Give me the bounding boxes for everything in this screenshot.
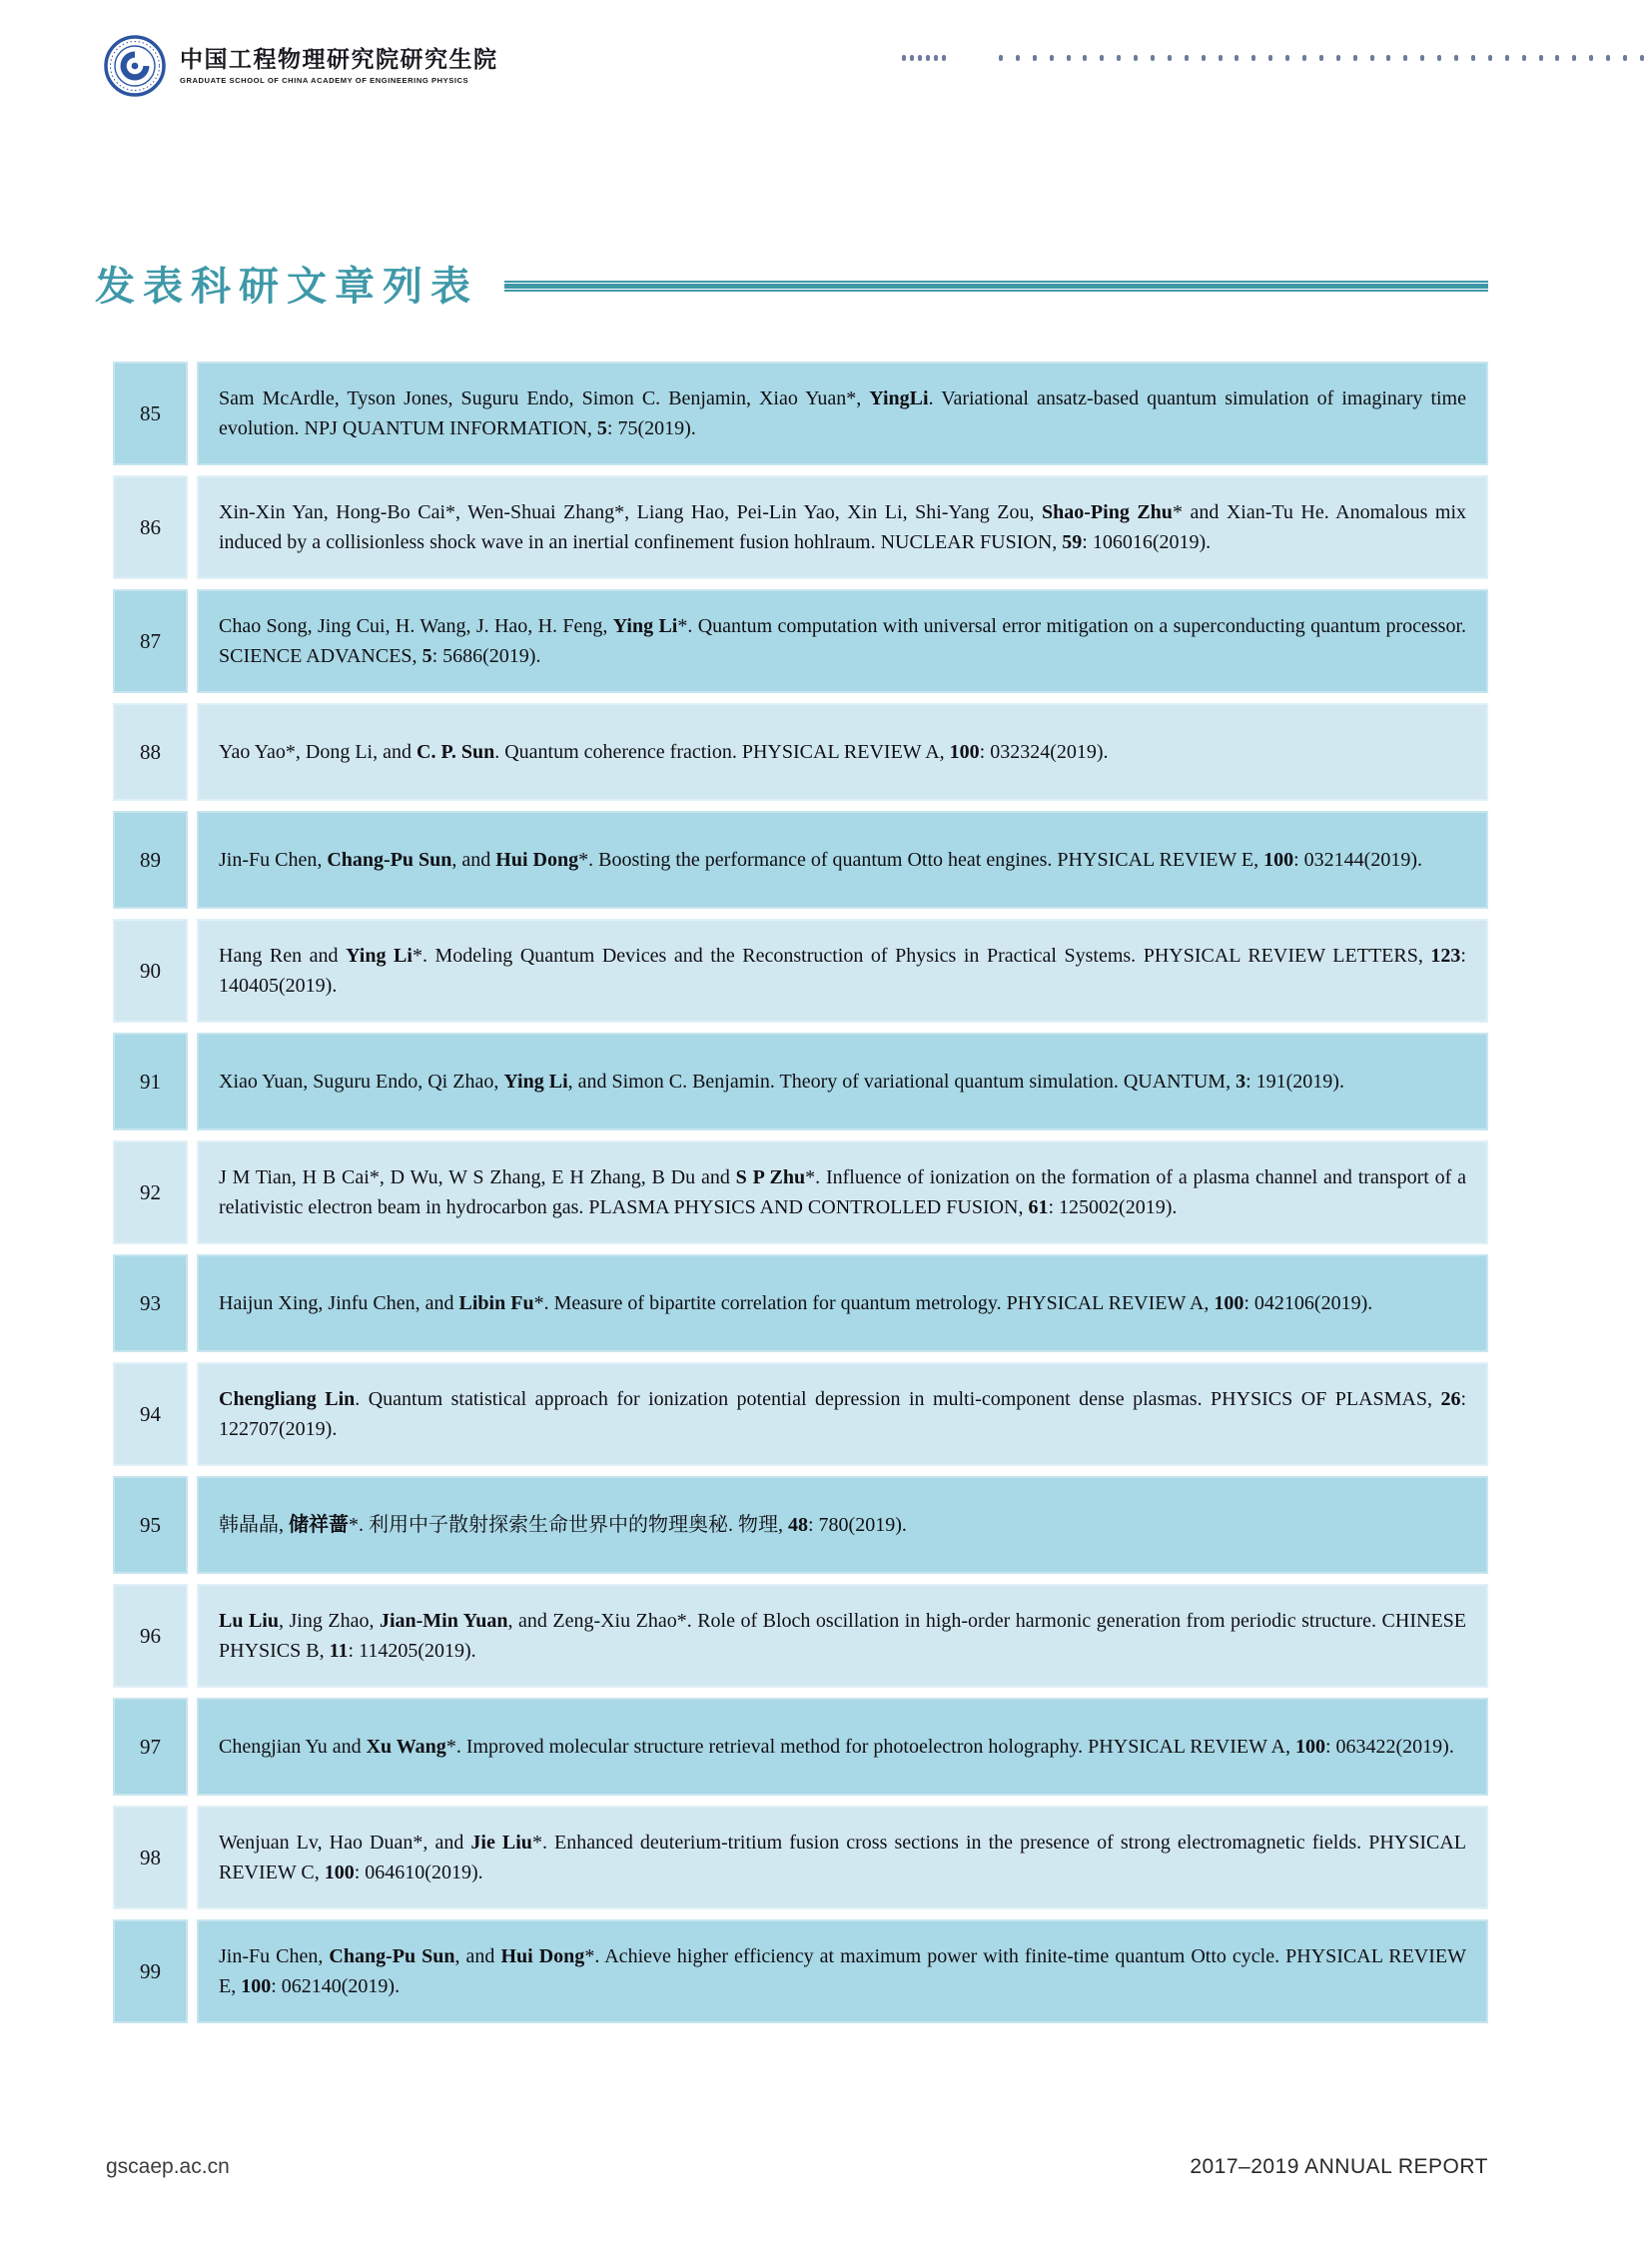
citation-text: Chengliang Lin. Quantum statistical approach for ionization potential depression in multi-component dense plasmas. PHYSICS OF PLASMAS, 26: 122707(2019). bbox=[219, 1388, 1466, 1440]
citation-text: 韩晶晶, 储祥蔷*. 利用中子散射探索生命世界中的物理奥秘. 物理, 48: 780(2019). bbox=[219, 1514, 907, 1536]
dot-icon bbox=[1100, 55, 1104, 61]
citation-cell bbox=[197, 811, 1488, 909]
dot-icon bbox=[1268, 55, 1272, 61]
dot-icon bbox=[902, 55, 906, 61]
dot-icon bbox=[934, 55, 938, 61]
dot-icon bbox=[1219, 55, 1223, 61]
citation-cell bbox=[197, 1698, 1488, 1796]
citation-cell bbox=[197, 1919, 1488, 2023]
citation-cell bbox=[197, 1806, 1488, 1909]
table-row bbox=[113, 1033, 1488, 1130]
citation-text: Xin-Xin Yan, Hong-Bo Cai*, Wen-Shuai Zhang*, Liang Hao, Pei-Lin Yao, Xin Li, Shi-Yang Zou, Shao-Ping Zhu* and Xian-Tu He. Anomalous mix induced by a collisionless shock wave in an inertial confinement fusion hohlraum. NUCLEAR FUSION, 59: 106016(2019). bbox=[219, 501, 1467, 553]
row-number: 98 bbox=[113, 1806, 188, 1909]
dot-icon bbox=[1050, 55, 1054, 61]
page-header bbox=[103, 34, 498, 98]
table-row bbox=[113, 919, 1488, 1023]
row-number: 95 bbox=[113, 1476, 188, 1574]
table-row bbox=[113, 1584, 1488, 1688]
dot-icon bbox=[1319, 55, 1323, 61]
table-row bbox=[113, 1698, 1488, 1796]
row-number: 93 bbox=[113, 1254, 188, 1352]
dot-icon bbox=[1471, 55, 1475, 61]
citation-text: Chengjian Yu and Xu Wang*. Improved molecular structure retrieval method for photoelectron holography. PHYSICAL REVIEW A, 100: 063422(2019). bbox=[219, 1736, 1454, 1758]
citation-cell bbox=[197, 1254, 1488, 1352]
citation-text: Yao Yao*, Dong Li, and C. P. Sun. Quantum coherence fraction. PHYSICAL REVIEW A, 100: 032324(2019). bbox=[219, 741, 1109, 763]
row-number: 99 bbox=[113, 1919, 188, 2023]
citation-text: Chao Song, Jing Cui, H. Wang, J. Hao, H. Feng, Ying Li*. Quantum computation with universal error mitigation on a superconducting quantum processor. SCIENCE ADVANCES, 5: 5686(2019). bbox=[219, 615, 1467, 667]
dot-icon bbox=[1539, 55, 1543, 61]
dot-icon bbox=[1454, 55, 1458, 61]
row-number: 91 bbox=[113, 1033, 188, 1130]
dot-icon bbox=[1403, 55, 1407, 61]
row-number: 97 bbox=[113, 1698, 188, 1796]
dot-icon bbox=[1555, 55, 1559, 61]
row-number: 88 bbox=[113, 703, 188, 801]
dot-icon bbox=[1134, 55, 1138, 61]
dot-cluster-separator bbox=[902, 55, 946, 61]
dot-icon bbox=[1235, 55, 1239, 61]
dot-icon bbox=[910, 55, 914, 61]
row-number: 92 bbox=[113, 1140, 188, 1244]
table-row bbox=[113, 1254, 1488, 1352]
citation-text: Jin-Fu Chen, Chang-Pu Sun, and Hui Dong*. Achieve higher efficiency at maximum power with finite-time quantum Otto cycle. PHYSICAL REVIEW E, 100: 062140(2019). bbox=[219, 1945, 1466, 1997]
dot-icon bbox=[1370, 55, 1374, 61]
table-row bbox=[113, 1362, 1488, 1466]
dot-icon bbox=[1505, 55, 1509, 61]
dot-icon bbox=[1336, 55, 1340, 61]
citation-text: Xiao Yuan, Suguru Endo, Qi Zhao, Ying Li, and Simon C. Benjamin. Theory of variational quantum simulation. QUANTUM, 3: 191(2019). bbox=[219, 1071, 1344, 1093]
institution-name-en: GRADUATE SCHOOL OF CHINA ACADEMY OF ENGINEERING PHYSICS bbox=[180, 76, 469, 86]
dot-icon bbox=[1386, 55, 1390, 61]
table-row bbox=[113, 703, 1488, 801]
citation-text: Sam McArdle, Tyson Jones, Suguru Endo, Simon C. Benjamin, Xiao Yuan*, YingLi. Variational ansatz-based quantum simulation of imaginary time evolution. NPJ QUANTUM INFORMATION, 5: 75(2019). bbox=[219, 387, 1466, 439]
citation-cell bbox=[197, 362, 1488, 465]
citation-cell bbox=[197, 1362, 1488, 1466]
dot-icon bbox=[1302, 55, 1306, 61]
dot-icon bbox=[1168, 55, 1172, 61]
citation-cell bbox=[197, 589, 1488, 693]
dot-icon bbox=[1251, 55, 1255, 61]
table-row bbox=[113, 811, 1488, 909]
footer-site-url: gscaep.ac.cn bbox=[106, 2155, 230, 2178]
row-number: 87 bbox=[113, 589, 188, 693]
dot-icon bbox=[1033, 55, 1037, 61]
table-row bbox=[113, 1476, 1488, 1574]
dot-icon bbox=[926, 55, 930, 61]
dot-icon bbox=[1420, 55, 1424, 61]
title-rule bbox=[504, 281, 1488, 292]
citation-cell bbox=[197, 919, 1488, 1023]
row-number: 86 bbox=[113, 475, 188, 579]
dot-icon bbox=[1606, 55, 1610, 61]
citation-text: J M Tian, H B Cai*, D Wu, W S Zhang, E H Zhang, B Du and S P Zhu*. Influence of ionization on the formation of a plasma channel and transport of a relativistic electron beam in hydrocarbon gas. PLASMA PHYSICS AND CONTROLLED FUSION, 61: 125002(2019). bbox=[219, 1166, 1467, 1218]
row-number: 96 bbox=[113, 1584, 188, 1688]
dot-icon bbox=[999, 55, 1003, 61]
institution-name-block bbox=[180, 47, 498, 85]
citation-text: Wenjuan Lv, Hao Duan*, and Jie Liu*. Enhanced deuterium-tritium fusion cross sections in the presence of strong electromagnetic fields. PHYSICAL REVIEW C, 100: 064610(2019). bbox=[219, 1832, 1467, 1883]
citation-cell bbox=[197, 1140, 1488, 1244]
dot-icon bbox=[918, 55, 922, 61]
dot-icon bbox=[942, 55, 946, 61]
citation-cell bbox=[197, 1033, 1488, 1130]
dot-icon bbox=[1285, 55, 1289, 61]
dot-icon bbox=[1185, 55, 1189, 61]
row-number: 89 bbox=[113, 811, 188, 909]
row-number: 94 bbox=[113, 1362, 188, 1466]
dot-icon bbox=[1151, 55, 1155, 61]
dot-icon bbox=[1016, 55, 1020, 61]
table-row bbox=[113, 589, 1488, 693]
dot-icon bbox=[1202, 55, 1206, 61]
section-header bbox=[95, 255, 1488, 312]
dot-icon bbox=[1353, 55, 1357, 61]
page-title: 发表科研文章列表 bbox=[95, 265, 478, 309]
dot-icon bbox=[1589, 55, 1593, 61]
dot-icon bbox=[1488, 55, 1492, 61]
citation-text: Lu Liu, Jing Zhao, Jian-Min Yuan, and Zeng-Xiu Zhao*. Role of Bloch oscillation in high-order harmonic generation from periodic structure. CHINESE PHYSICS B, 11: 114205(2019). bbox=[219, 1610, 1466, 1662]
institution-name: 中国工程物理研究院研究生院 bbox=[180, 45, 498, 72]
footer-report-label: 2017–2019 ANNUAL REPORT bbox=[1190, 2155, 1488, 2178]
citation-cell bbox=[197, 475, 1488, 579]
dot-icon bbox=[1083, 55, 1087, 61]
dot-icon bbox=[1437, 55, 1441, 61]
dot-icon bbox=[1623, 55, 1627, 61]
citation-text: Hang Ren and Ying Li*. Modeling Quantum Devices and the Reconstruction of Physics in Practical Systems. PHYSICAL REVIEW LETTERS, 123: 140405(2019). bbox=[219, 945, 1466, 997]
institution-seal-icon bbox=[103, 34, 167, 98]
publications-table bbox=[113, 362, 1488, 2033]
dot-icon bbox=[1117, 55, 1121, 61]
dot-icon bbox=[1522, 55, 1526, 61]
row-number: 85 bbox=[113, 362, 188, 465]
dotted-separator bbox=[999, 55, 1644, 61]
citation-cell bbox=[197, 703, 1488, 801]
table-row bbox=[113, 475, 1488, 579]
table-row bbox=[113, 362, 1488, 465]
citation-text: Haijun Xing, Jinfu Chen, and Libin Fu*. Measure of bipartite correlation for quantum metrology. PHYSICAL REVIEW A, 100: 042106(2019). bbox=[219, 1292, 1373, 1314]
row-number: 90 bbox=[113, 919, 188, 1023]
table-row bbox=[113, 1806, 1488, 1909]
dot-icon bbox=[1640, 55, 1644, 61]
dot-icon bbox=[1067, 55, 1071, 61]
citation-cell bbox=[197, 1476, 1488, 1574]
citation-text: Jin-Fu Chen, Chang-Pu Sun, and Hui Dong*. Boosting the performance of quantum Otto heat engines. PHYSICAL REVIEW E, 100: 032144(2019). bbox=[219, 849, 1422, 871]
citation-cell bbox=[197, 1584, 1488, 1688]
table-row bbox=[113, 1919, 1488, 2023]
table-row bbox=[113, 1140, 1488, 1244]
dot-icon bbox=[1572, 55, 1576, 61]
